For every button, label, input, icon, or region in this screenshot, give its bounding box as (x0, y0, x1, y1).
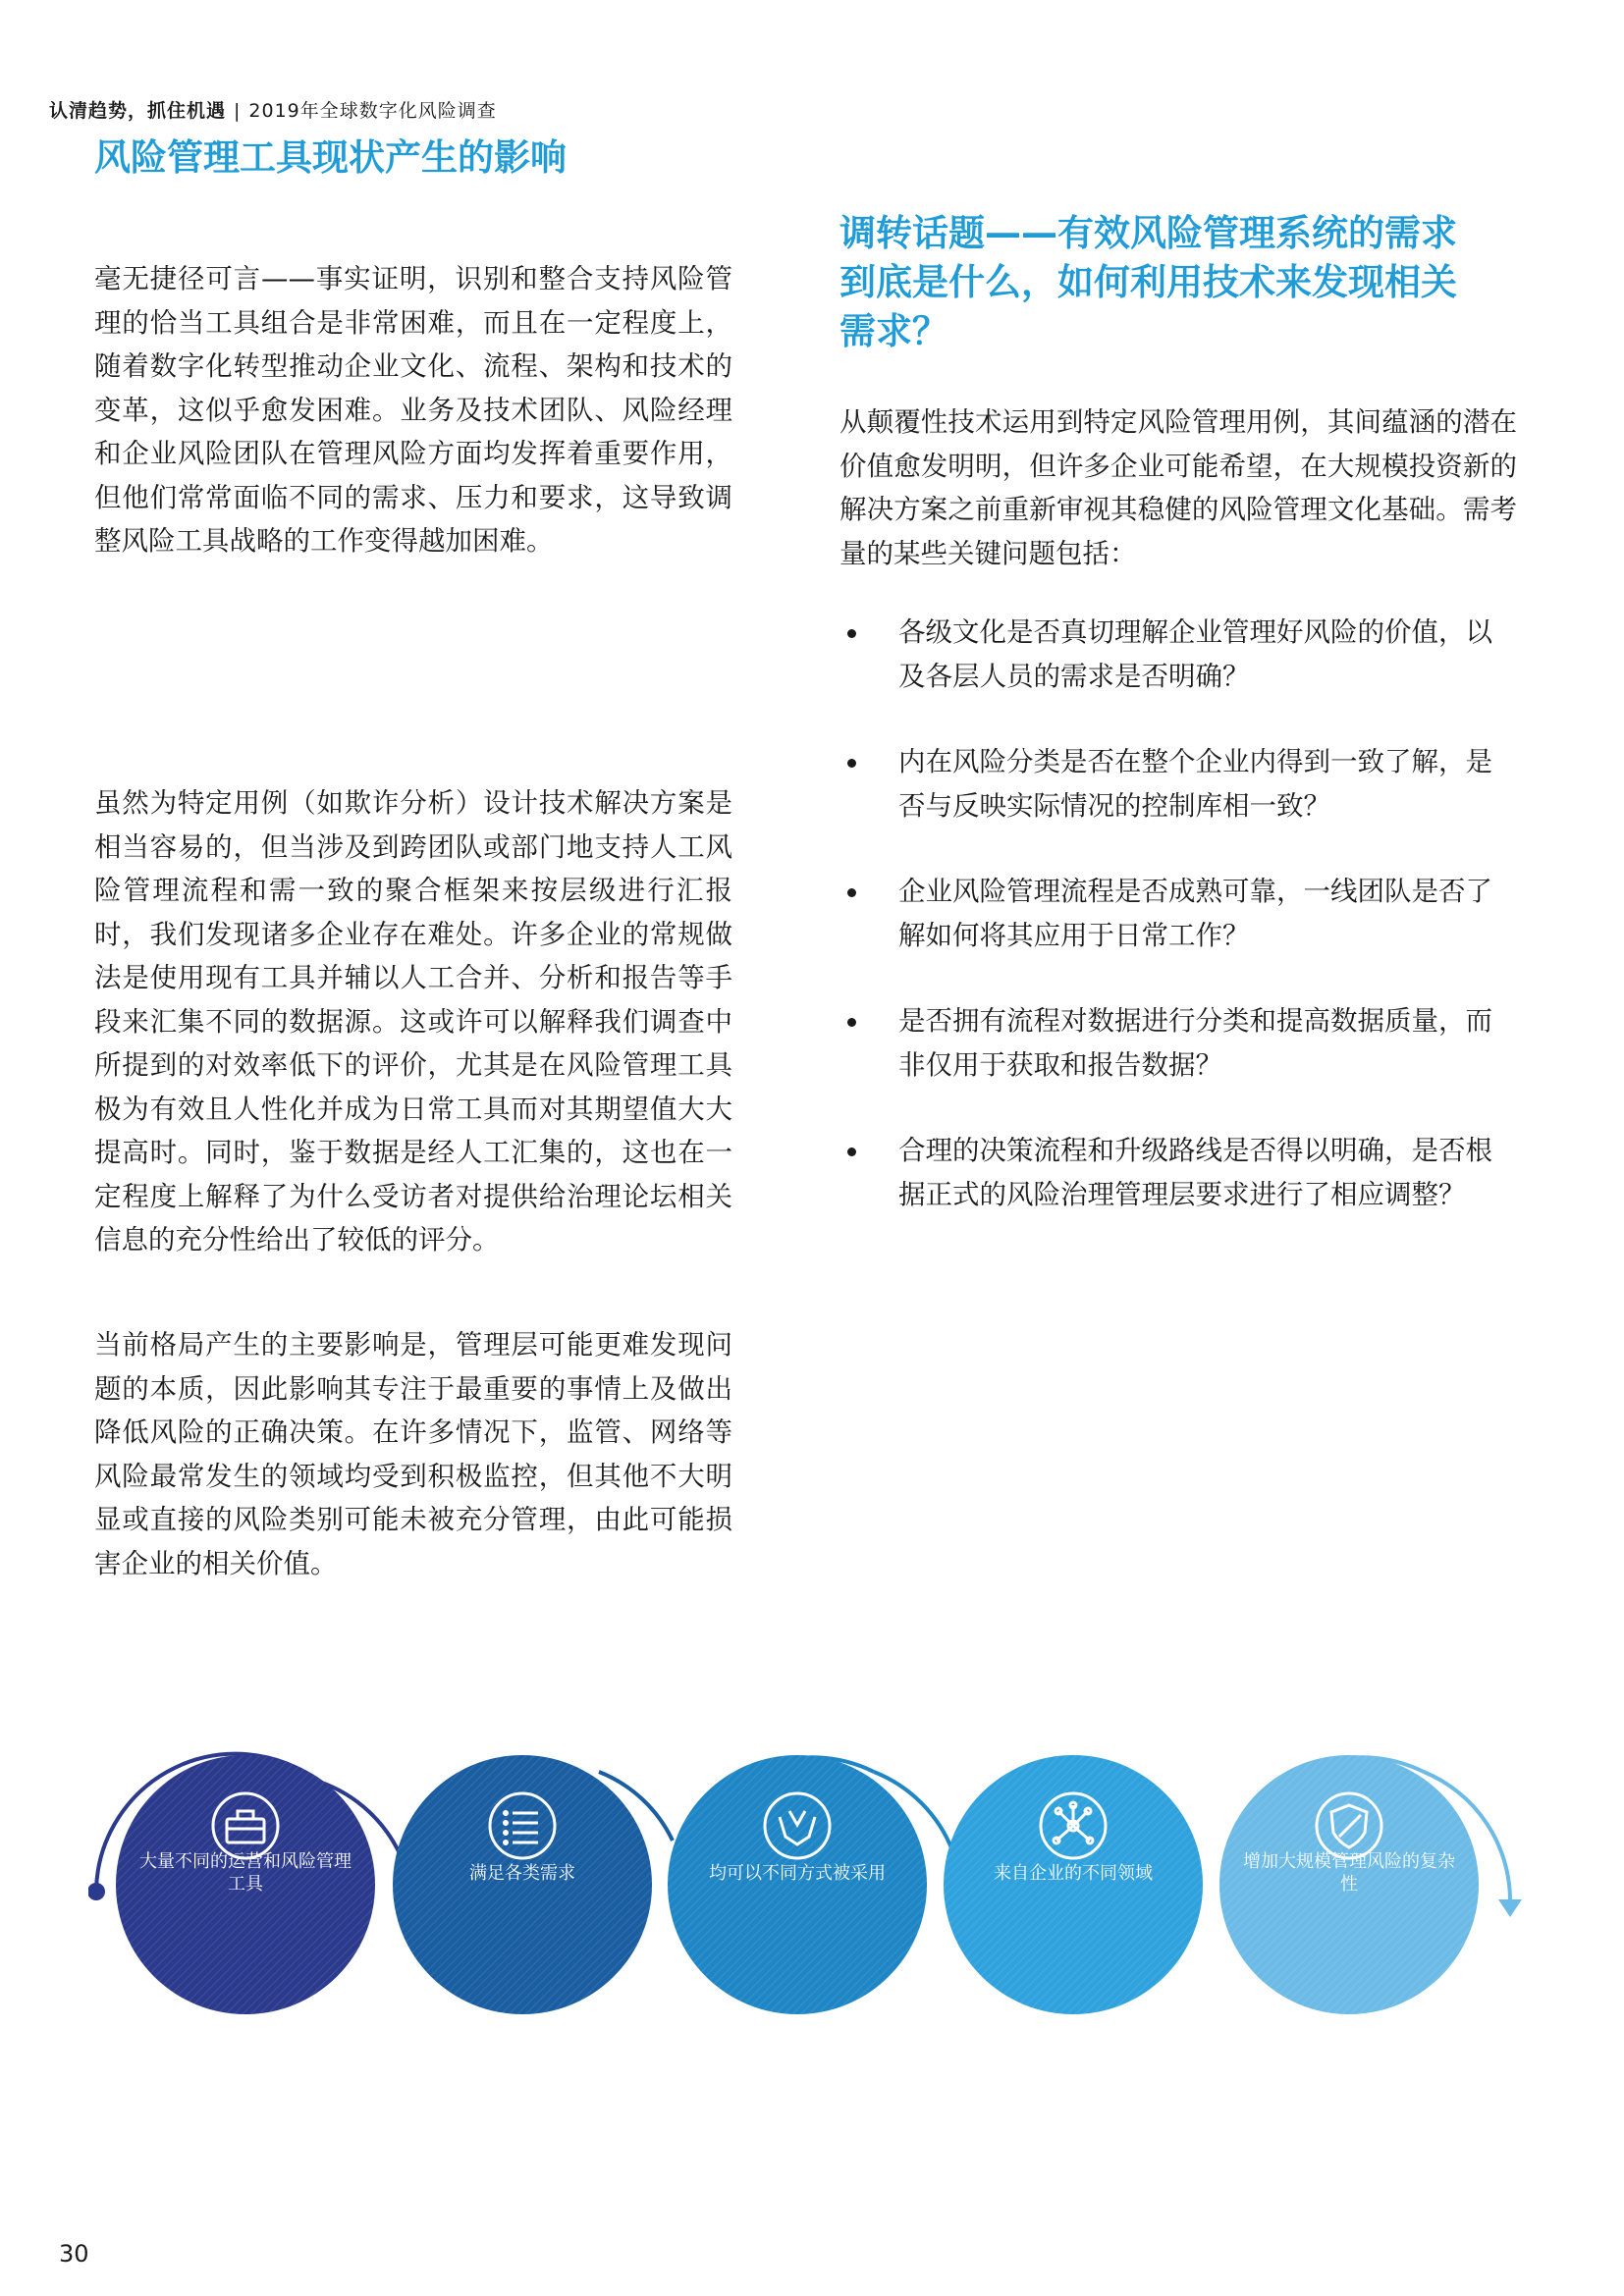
list-item (839, 611, 1517, 698)
right-section-title: 调转话题——有效风险管理系统的需求到底是什么，如何利用技术来发现相关需求？ (839, 212, 1457, 352)
bullet-dot (847, 888, 856, 897)
bullet-dot (847, 629, 856, 638)
arrow-head-icon (1498, 1899, 1522, 1917)
bullet-dot (847, 1018, 856, 1027)
header-subtitle: 2019年全球数字化风险调查 (248, 100, 497, 122)
list-item-text: 各级文化是否真切理解企业管理好风险的价值，以及各层人员的需求是否明确？ (898, 616, 1492, 692)
list-item-text: 企业风险管理流程是否成熟可靠，一线团队是否了解如何将其应用于日常工作？ (898, 876, 1492, 951)
circle-label: 大量不同的运营和风险管理工具 (139, 1851, 352, 1895)
list-item-text: 合理的决策流程和升级路线是否得以明确，是否根据正式的风险治理管理层要求进行了相应调整？ (898, 1135, 1492, 1210)
question-list (839, 611, 1517, 1258)
right-intro-paragraph: 从颠覆性技术运用到特定风险管理用例，其间蕴涵的潜在价值愈发明明，但许多企业可能希望，在大规模投资新的解决方案之前重新审视其稳健的风险管理文化基础。需考量的某些关键问题包括： (839, 406, 1517, 569)
left-section-title: 风险管理工具现状产生的影响 (94, 136, 567, 179)
running-header (49, 96, 497, 123)
left-paragraph-1: 毫无捷径可言——事实证明，识别和整合支持风险管理的恰当工具组合是非常困难，而且在一定程度上，随着数字化转型推动企业文化、流程、架构和技术的变革，这似乎愈发困难。业务及技术团队、风险经理和企业风险团队在管理风险方面均发挥着重要作用，但他们常常面临不同的需求、压力和要求，这导致调整风险工具战略的工作变得越加困难。 (94, 263, 732, 557)
list-item (839, 740, 1517, 828)
left-paragraph-3: 当前格局产生的主要影响是，管理层可能更难发现问题的本质，因此影响其专注于最重要的事情上及做出降低风险的正确决策。在许多情况下，监管、网络等风险最常发生的领域均受到积极监控，但其他不大明显或直接的风险类别可能未被充分管理，由此可能损害企业的相关价值。 (94, 1329, 732, 1579)
circle-label: 增加大规模管理风险的复杂性 (1243, 1851, 1455, 1895)
list-item-text: 是否拥有流程对数据进行分类和提高数据质量，而非仅用于获取和报告数据？ (898, 1005, 1492, 1081)
tool-landscape-diagram (88, 1742, 1542, 2017)
list-item (839, 870, 1517, 957)
list-item (839, 999, 1517, 1087)
bullet-dot (847, 759, 856, 768)
page-number: 30 (59, 2240, 89, 2268)
start-dot (88, 1883, 105, 1900)
list-item (839, 1129, 1517, 1216)
bullet-dot (847, 1148, 856, 1156)
circle-label: 均可以不同方式被采用 (709, 1863, 886, 1884)
circle-label: 来自企业的不同领域 (994, 1863, 1153, 1884)
header-title: 认清趋势，抓住机遇 (49, 100, 227, 122)
left-paragraph-2: 虽然为特定用例（如欺诈分析）设计技术解决方案是相当容易的，但当涉及到跨团队或部门地支持人工风险管理流程和需一致的聚合框架来按层级进行汇报时，我们发现诸多企业存在难处。许多企业的常规做法是使用现有工具并辅以人工合并、分析和报告等手段来汇集不同的数据源。这或许可以解释我们调查中所提到的对效率低下的评价，尤其是在风险管理工具极为有效且人性化并成为日常工具而对其期望值大大提高时。同时，鉴于数据是经人工汇集的，这也在一定程度上解释了为什么受访者对提供给治理论坛相关信息的充分性给出了较低的评分。 (94, 787, 732, 1255)
list-item-text: 内在风险分类是否在整个企业内得到一致了解，是否与反映实际情况的控制库相一致？ (898, 746, 1492, 822)
circle-label: 满足各类需求 (469, 1863, 575, 1884)
header-separator: | (234, 100, 242, 122)
